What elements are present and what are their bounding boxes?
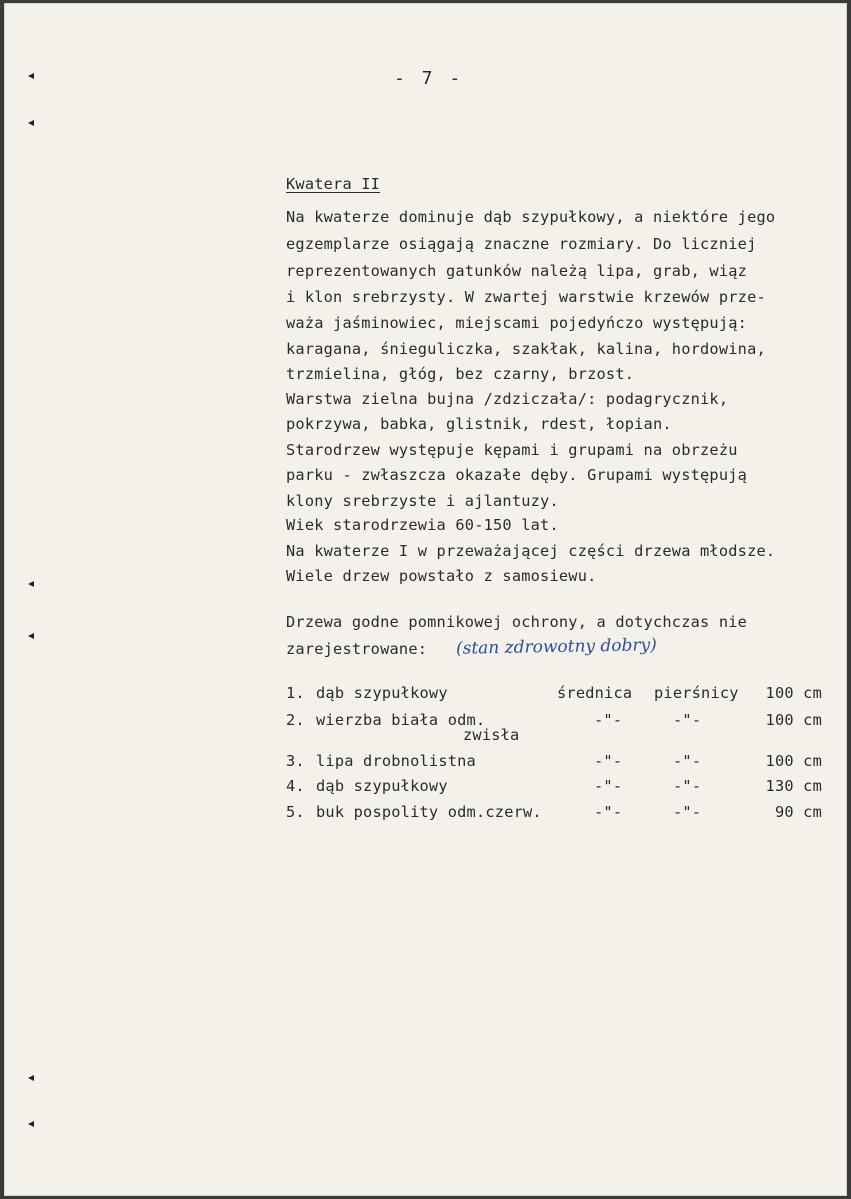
tree-name: dąb szypułkowy bbox=[316, 684, 448, 702]
paragraph-line: parku - zwłaszcza okazałe dęby. Grupami występują bbox=[286, 466, 748, 484]
trees-intro-line: Drzewa godne pomnikowej ochrony, a dotychczas nie bbox=[286, 613, 748, 631]
circumference-value: 100 cm bbox=[765, 711, 822, 729]
paragraph-line: Na kwaterze dominuje dąb szypułkowy, a niektóre jego bbox=[286, 208, 776, 226]
trees-intro-line: zarejestrowane: bbox=[286, 640, 428, 658]
paragraph-line: Warstwa zielna bujna /zdziczała/: podagrycznik, bbox=[286, 390, 729, 408]
ditto-mark: -"- bbox=[673, 711, 702, 729]
handwritten-note: (stan zdrowotny dobry) bbox=[455, 635, 657, 659]
ditto-mark: -"- bbox=[594, 752, 623, 770]
paragraph-line: Wiele drzew powstało z samosiewu. bbox=[286, 567, 597, 585]
paragraph-line: egzemplarze osiągają znaczne rozmiary. Do liczniej bbox=[286, 235, 757, 253]
paragraph-line: karagana, śnieguliczka, szakłak, kalina, hordowina, bbox=[286, 340, 766, 358]
section-title: Kwatera II bbox=[286, 175, 381, 193]
margin-mark bbox=[28, 73, 34, 79]
paragraph-line: trzmielina, głóg, bez czarny, brzost. bbox=[286, 365, 635, 383]
measure-label: średnica bbox=[557, 684, 633, 702]
circumference-value: 100 cm bbox=[765, 752, 822, 770]
tree-name-continued: zwisła bbox=[463, 726, 520, 744]
paragraph-line: Starodrzew występuje kępami i grupami na obrzeżu bbox=[286, 441, 738, 459]
item-number: 5. bbox=[286, 803, 305, 821]
ditto-mark: -"- bbox=[673, 752, 702, 770]
page-number: - 7 - bbox=[394, 68, 464, 89]
paragraph-line: Na kwaterze I w przeważającej części drzewa młodsze. bbox=[286, 542, 776, 560]
item-number: 2. bbox=[286, 711, 305, 729]
paragraph-line: waża jaśminowiec, miejscami pojedyńczo występują: bbox=[286, 314, 748, 332]
paragraph-line: klony srebrzyste i ajlantuzy. bbox=[286, 492, 559, 510]
item-number: 1. bbox=[286, 684, 305, 702]
circumference-value: 130 cm bbox=[765, 777, 822, 795]
circumference-value: 90 cm bbox=[774, 803, 822, 821]
margin-mark bbox=[28, 1121, 34, 1127]
tree-name: buk pospolity odm.czerw. bbox=[316, 803, 542, 821]
ditto-mark: -"- bbox=[673, 777, 702, 795]
margin-mark bbox=[28, 633, 34, 639]
measure-label: pierśnicy bbox=[654, 684, 739, 702]
document-page bbox=[4, 3, 847, 1196]
paragraph-line: pokrzywa, babka, glistnik, rdest, łopian. bbox=[286, 415, 672, 433]
circumference-value: 100 cm bbox=[765, 684, 822, 702]
ditto-mark: -"- bbox=[594, 711, 623, 729]
paragraph-line: Wiek starodrzewia 60-150 lat. bbox=[286, 516, 559, 534]
ditto-mark: -"- bbox=[594, 777, 623, 795]
item-number: 3. bbox=[286, 752, 305, 770]
paragraph-line: reprezentowanych gatunków należą lipa, grab, wiąz bbox=[286, 262, 748, 280]
paragraph-line: i klon srebrzysty. W zwartej warstwie krzewów prze- bbox=[286, 288, 766, 306]
margin-mark bbox=[28, 120, 34, 126]
ditto-mark: -"- bbox=[594, 803, 623, 821]
tree-name: dąb szypułkowy bbox=[316, 777, 448, 795]
item-number: 4. bbox=[286, 777, 305, 795]
margin-mark bbox=[28, 581, 34, 587]
margin-mark bbox=[28, 1075, 34, 1081]
ditto-mark: -"- bbox=[673, 803, 702, 821]
tree-name: wierzba biała odm. bbox=[316, 711, 486, 729]
tree-name: lipa drobnolistna bbox=[316, 752, 476, 770]
